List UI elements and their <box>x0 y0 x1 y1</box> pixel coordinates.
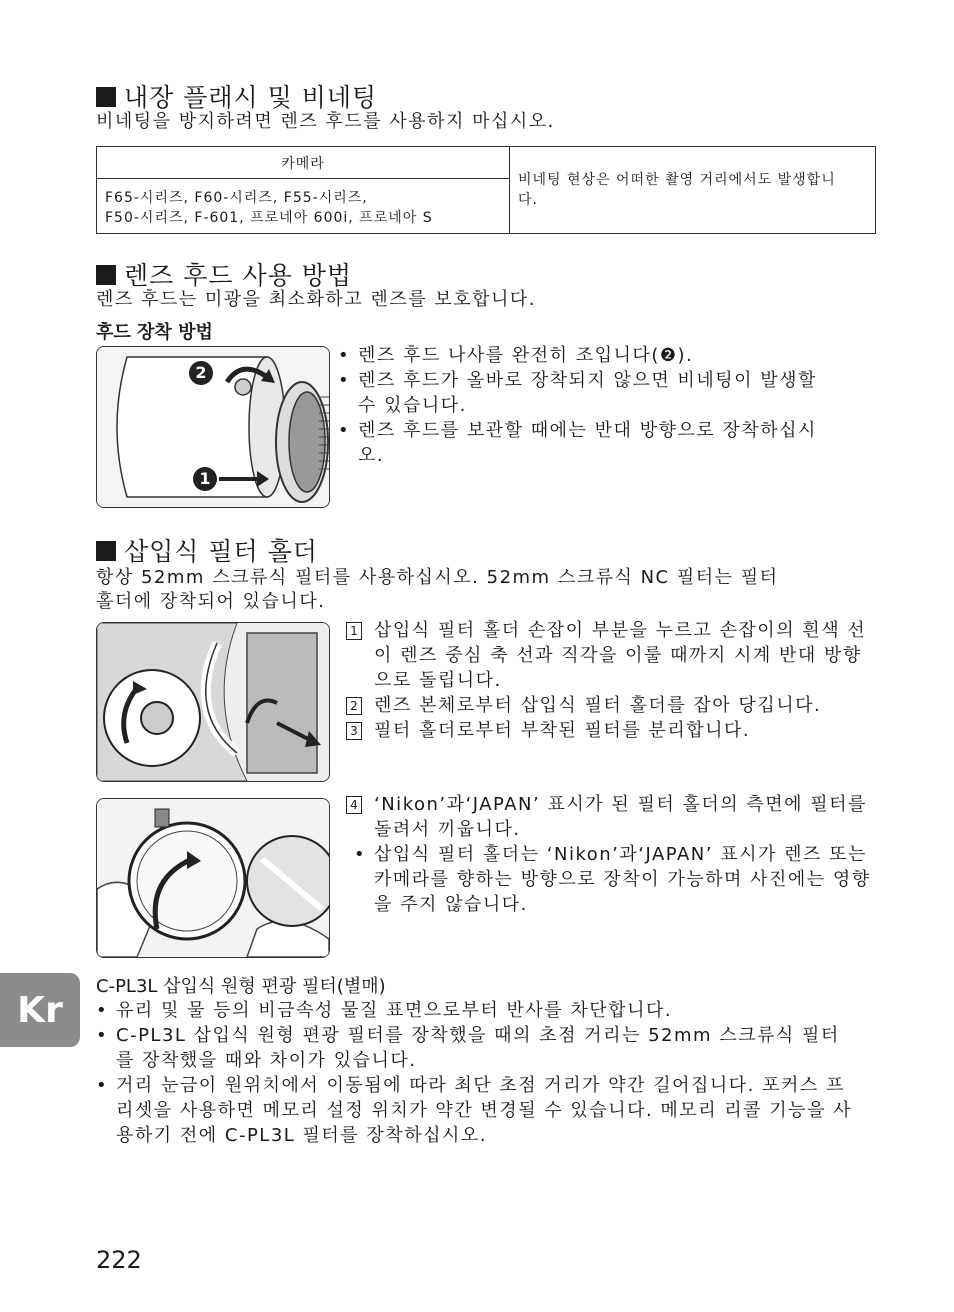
list-item: • 렌즈 후드를 보관할 때에는 반대 방향으로 장착하십시오. <box>336 418 836 468</box>
section-title-flash-vignetting: 내장 플래시 및 비네팅 <box>96 78 377 114</box>
list-item: • C-PL3L 삽입식 원형 편광 필터를 장착했을 때의 초점 거리는 52mm 스크류식 필터를 장착했을 때와 차이가 있습니다. <box>94 1023 854 1073</box>
list-item: • 거리 눈금이 원위치에서 이동됨에 따라 최단 초점 거리가 약간 길어집니다. 포커스 프리셋을 사용하면 메모리 설정 위치가 약간 변경될 수 있습니다. 메모리 리콜 기능을 사용하기 전에 C-PL3L 필터를 장착하십시오. <box>94 1073 854 1148</box>
square-bullet-icon <box>96 541 116 561</box>
step-number: 2 <box>346 697 362 715</box>
filter-steps-1-3 <box>346 618 876 743</box>
table-cell-cameras: F65-시리즈, F60-시리즈, F55-시리즈, F50-시리즈, F-601, 프로네아 600i, 프로네아 S <box>97 179 510 234</box>
subsection-title: 후드 장착 방법 <box>96 322 213 343</box>
square-bullet-icon <box>96 87 116 107</box>
list-item: • 유리 및 물 등의 비금속성 물질 표면으로부터 반사를 차단합니다. <box>94 998 854 1023</box>
page-number: 222 <box>96 1246 142 1274</box>
cpl3l-bullet-list <box>94 998 854 1148</box>
step-1-marker: 1 <box>193 467 217 491</box>
list-item: • 삽입식 필터 홀더는 ‘Nikon’과‘JAPAN’ 표시가 렌즈 또는 카메라를 향하는 방향으로 장착이 가능하며 사진에는 영향을 주지 않습니다. <box>352 842 876 917</box>
section-title-filter-holder: 삽입식 필터 홀더 <box>96 532 318 568</box>
language-tab: Kr <box>0 973 80 1047</box>
step-number: 4 <box>346 796 362 814</box>
step-item: 2 렌즈 본체로부터 삽입식 필터 홀더를 잡아 당깁니다. <box>346 693 876 718</box>
hood-bullet-list <box>336 343 836 468</box>
section-title-lens-hood: 렌즈 후드 사용 방법 <box>96 256 352 292</box>
filter-holder-removal-illustration <box>96 622 330 782</box>
filter-step-4 <box>346 792 876 917</box>
list-item: • 렌즈 후드 나사를 완전히 조입니다(❷). <box>336 343 836 368</box>
section-text-line2: 홀더에 장착되어 있습니다. <box>96 591 326 612</box>
step-number: 1 <box>346 622 362 640</box>
list-item: • 렌즈 후드가 올바로 장착되지 않으면 비네팅이 발생할 수 있습니다. <box>336 368 836 418</box>
cpl3l-subtitle: C-PL3L 삽입식 원형 편광 필터(별매) <box>96 976 386 997</box>
step-item: 1 삽입식 필터 홀더 손잡이 부분을 누르고 손잡이의 흰색 선이 렌즈 중심 축 선과 직각을 이룰 때까지 시계 반대 방향으로 돌립니다. <box>346 618 876 693</box>
camera-vignetting-table <box>96 146 876 234</box>
step-2-marker: 2 <box>189 361 213 385</box>
step4-bullet-list <box>352 842 876 917</box>
lens-hood-illustration <box>96 346 330 508</box>
step-number: 3 <box>346 722 362 740</box>
square-bullet-icon <box>96 265 116 285</box>
section-text: 비네팅을 방지하려면 렌즈 후드를 사용하지 마십시오. <box>96 111 555 132</box>
table-header-camera: 카메라 <box>97 147 510 179</box>
table-cell-note: 비네팅 현상은 어떠한 촬영 거리에서도 발생합니다. <box>510 147 876 234</box>
section-text: 렌즈 후드는 미광을 최소화하고 렌즈를 보호합니다. <box>96 289 536 310</box>
filter-attach-illustration <box>96 798 330 958</box>
section-text-line1: 항상 52mm 스크류식 필터를 사용하십시오. 52mm 스크류식 NC 필터는 필터 <box>96 567 779 588</box>
step-item: 4 ‘Nikon’과‘JAPAN’ 표시가 된 필터 홀더의 측면에 필터를 돌려서 끼웁니다. <box>346 792 876 842</box>
step-item: 3 필터 홀더로부터 부착된 필터를 분리합니다. <box>346 718 876 743</box>
